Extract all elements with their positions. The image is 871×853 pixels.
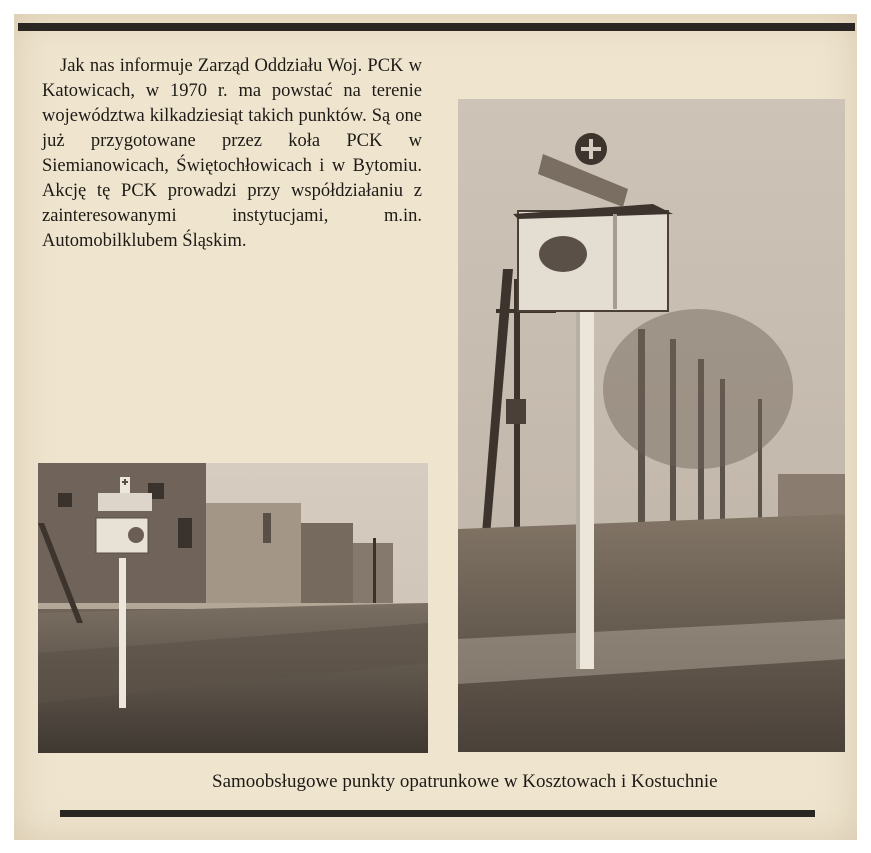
top-rule xyxy=(18,23,855,31)
photo-kosztowy-first-aid-post xyxy=(38,463,428,753)
photo-caption: Samoobsługowe punkty opatrunkowe w Kosztowach i Kostuchnie xyxy=(212,771,718,792)
bottom-rule xyxy=(60,810,815,817)
article-paragraph: Jak nas informuje Zarząd Oddziału Woj. PCK w Katowicach, w 1970 r. ma powstać na terenie województwa kilkadziesiąt takich punktów. Są one już przygotowane przez koła PCK w Siemianowicach, Świętochłowicach i w Bytomiu. Akcję tę PCK prowadzi przy współdziałaniu z zainteresowanymi instytucjami, m.in. Automobilklubem Śląskim. xyxy=(42,56,422,251)
photo-right-illustration xyxy=(458,99,845,752)
photo-left-illustration xyxy=(38,463,428,753)
article-text-column xyxy=(42,54,422,254)
photo-kostuchna-first-aid-post xyxy=(458,99,845,752)
